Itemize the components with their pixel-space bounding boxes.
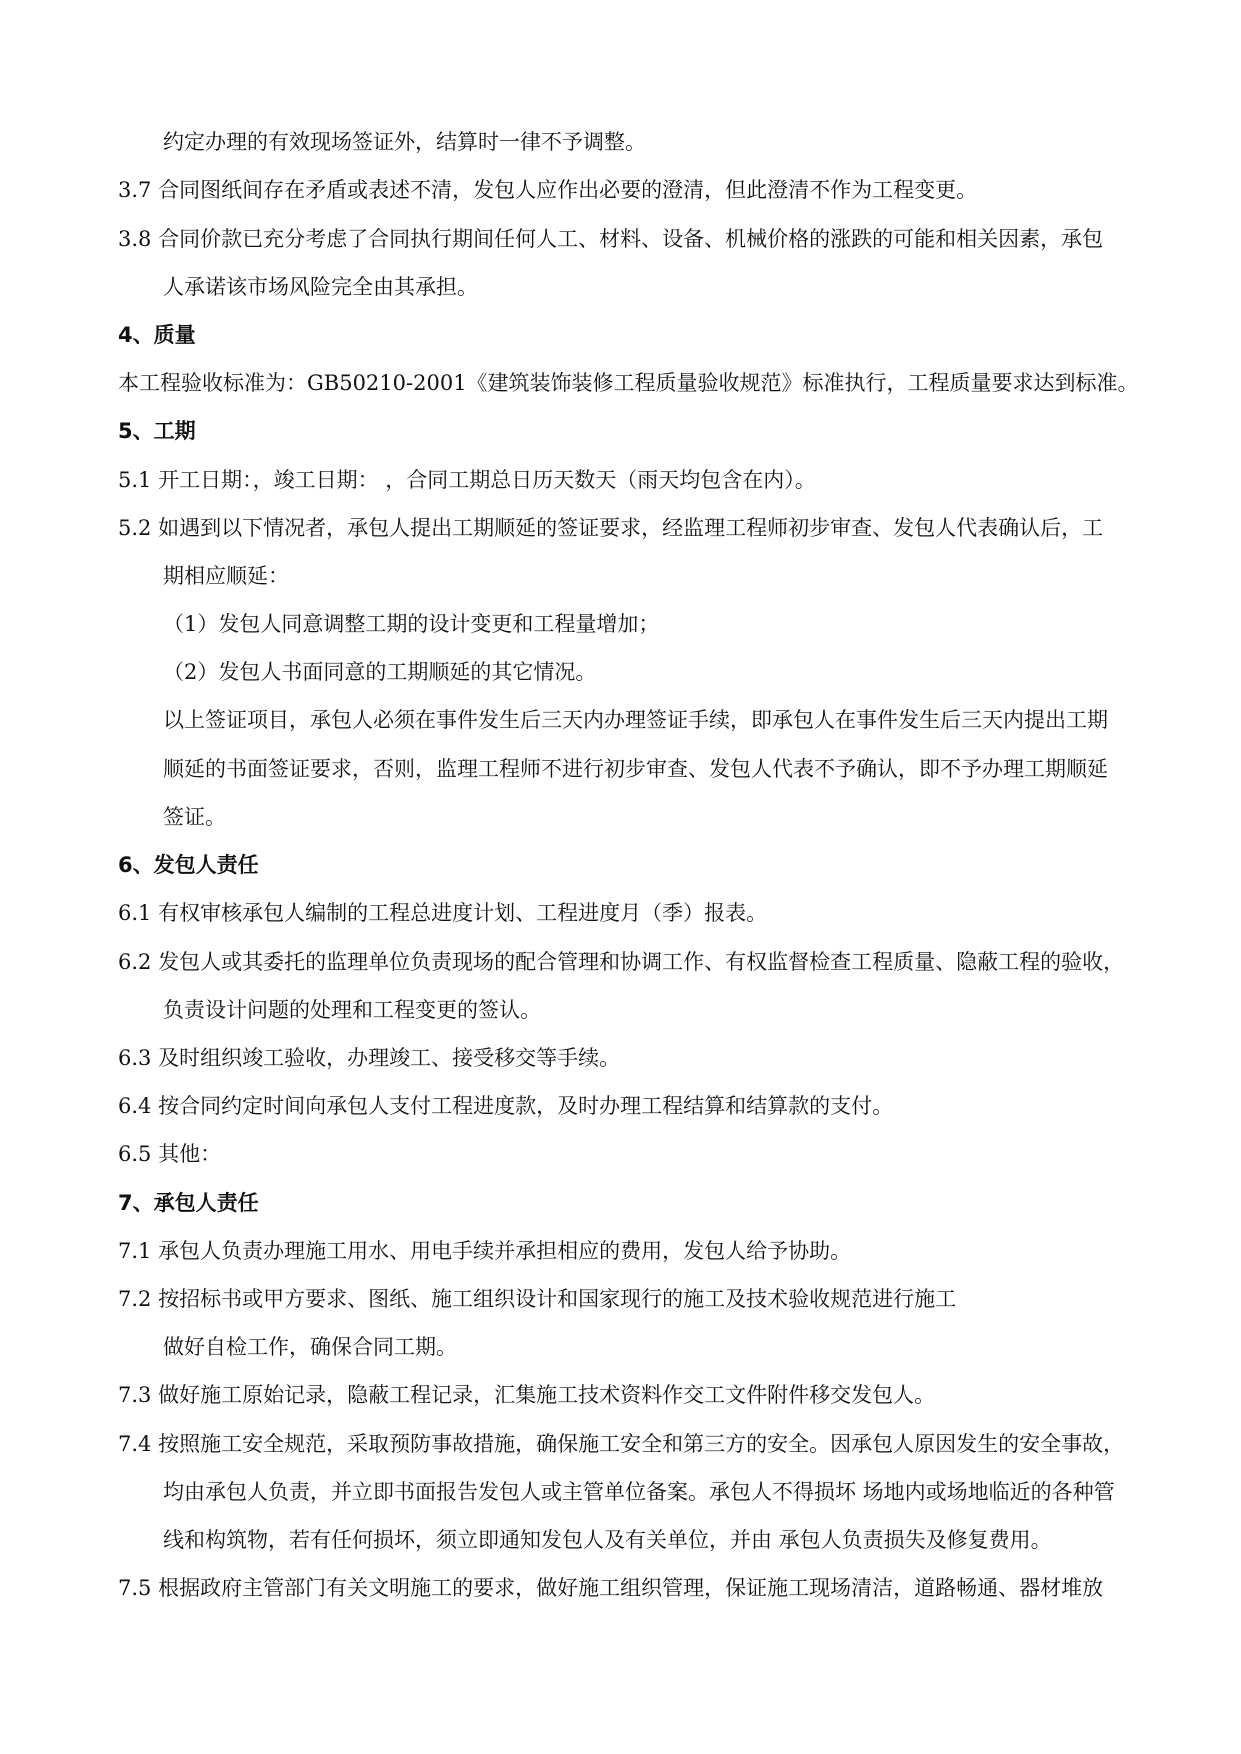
- clause-3-8: 3.8 合同价款已充分考虑了合同执行期间任何人工、材料、设备、机械价格的涨跌的可能和相关因素，承包: [118, 227, 1104, 251]
- clause-7-2: 7.2 按招标书或甲方要求、图纸、施工组织设计和国家现行的施工及技术验收规范进行施工: [118, 1287, 957, 1311]
- list-item: （2）发包人书面同意的工期顺延的其它情况。: [163, 660, 597, 684]
- section-heading-schedule: 5、工期: [118, 419, 196, 443]
- text-line: 线和构筑物，若有任何损坏，须立即通知发包人及有关单位，并由 承包人负责损失及修复费用。: [163, 1528, 1052, 1552]
- clause-5-2: 5.2 如遇到以下情况者，承包人提出工期顺延的签证要求，经监理工程师初步审查、发包人代表确认后，工: [118, 516, 1104, 540]
- text-line: 做好自检工作，确保合同工期。: [163, 1335, 457, 1359]
- text-line: 负责设计问题的处理和工程变更的签认。: [163, 998, 541, 1022]
- clause-6-5: 6.5 其他：: [118, 1142, 222, 1166]
- clause-6-2: 6.2 发包人或其委托的监理单位负责现场的配合管理和协调工作、有权监督检查工程质量、隐蔽工程的验收，: [118, 950, 1125, 974]
- section-heading-contractor: 7、承包人责任: [118, 1191, 259, 1215]
- clause-7-5: 7.5 根据政府主管部门有关文明施工的要求，做好施工组织管理，保证施工现场清洁，道路畅通、器材堆放: [118, 1576, 1104, 1600]
- clause-3-7: 3.7 合同图纸间存在矛盾或表述不清，发包人应作出必要的澄清，但此澄清不作为工程变更。: [118, 178, 978, 202]
- clause-7-4: 7.4 按照施工安全规范，采取预防事故措施，确保施工安全和第三方的安全。因承包人原因发生的安全事故，: [118, 1432, 1125, 1456]
- text-line: 顺延的书面签证要求，否则，监理工程师不进行初步审查、发包人代表不予确认，即不予办理工期顺延: [163, 757, 1108, 781]
- clause-7-1: 7.1 承包人负责办理施工用水、用电手续并承担相应的费用，发包人给予协助。: [118, 1239, 852, 1263]
- text-line: 签证。: [163, 805, 226, 829]
- clause-7-3: 7.3 做好施工原始记录，隐蔽工程记录，汇集施工技术资料作交工文件附件移交发包人。: [118, 1383, 936, 1407]
- clause-5-1: 5.1 开工日期：，竣工日期： ，合同工期总日历天数天（雨天均包含在内）。: [118, 468, 816, 492]
- text-line: 期相应顺延：: [163, 564, 289, 588]
- text-line: 以上签证项目，承包人必须在事件发生后三天内办理签证手续，即承包人在事件发生后三天内提出工期: [163, 708, 1108, 732]
- text-line: 本工程验收标准为：GB50210-2001《建筑装饰装修工程质量验收规范》标准执行，工程质量要求达到标准。: [118, 371, 1139, 395]
- section-heading-quality: 4、质量: [118, 323, 196, 347]
- text-line: 人承诺该市场风险完全由其承担。: [163, 275, 478, 299]
- section-heading-employer: 6、发包人责任: [118, 853, 259, 877]
- text-line: 均由承包人负责，并立即书面报告发包人或主管单位备案。承包人不得损坏 场地内或场地临近的各种管: [163, 1480, 1115, 1504]
- text-line: 约定办理的有效现场签证外，结算时一律不予调整。: [163, 130, 646, 154]
- clause-6-4: 6.4 按合同约定时间向承包人支付工程进度款，及时办理工程结算和结算款的支付。: [118, 1094, 894, 1118]
- clause-6-3: 6.3 及时组织竣工验收，办理竣工、接受移交等手续。: [118, 1046, 621, 1070]
- list-item: （1）发包人同意调整工期的设计变更和工程量增加；: [163, 612, 660, 636]
- clause-6-1: 6.1 有权审核承包人编制的工程总进度计划、工程进度月（季）报表。: [118, 901, 768, 925]
